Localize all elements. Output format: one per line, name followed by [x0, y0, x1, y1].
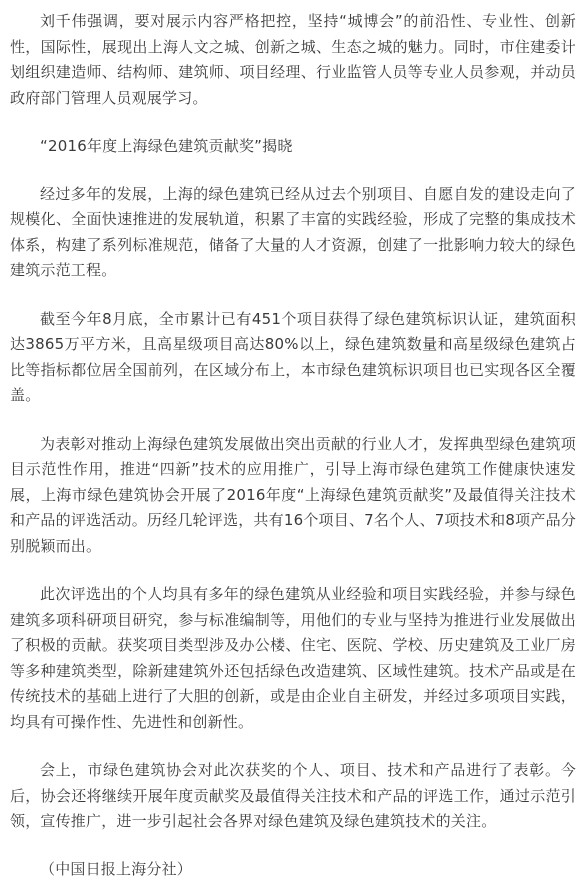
article-paragraph: 经过多年的发展，上海的绿色建筑已经从过去个别项目、自愿自发的建设走向了规模化、全面快速推进的发展轨道，积累了丰富的实践经验，形成了完整的集成技术体系，构建了系列标准规范，储备了大量的人才资源，创建了一批影响力较大的绿色建筑示范工程。 — [10, 182, 576, 284]
section-heading: “2016年度上海绿色建筑贡献奖”揭晓 — [10, 134, 576, 160]
article-paragraph: 会上，市绿色建筑协会对此次获奖的个人、项目、技术和产品进行了表彰。今后，协会还将继续开展年度贡献奖及最值得关注技术和产品的评选工作，通过示范引领，宣传推广，进一步引起社会各界对绿色建筑及绿色建筑技术的关注。 — [10, 758, 576, 835]
article-source: （中国日报上海分社） — [10, 857, 576, 882]
article-paragraph: 为表彰对推动上海绿色建筑发展做出突出贡献的行业人才，发挥典型绿色建筑项目示范性作用，推进“四新”技术的应用推广，引导上海市绿色建筑工作健康快速发展，上海市绿色建筑协会开展了2016年度“上海绿色建筑贡献奖”及最值得关注技术和产品的评选活动。历经几轮评选，共有16个项目、7名个人、7项技术和8项产品分别脱颖而出。 — [10, 432, 576, 560]
article-paragraph: 截至今年8月底，全市累计已有451个项目获得了绿色建筑标识认证，建筑面积达3865万平方米，且高星级项目高达80%以上，绿色建筑数量和高星级绿色建筑占比等指标都位居全国前列，在区域分布上，本市绿色建筑标识项目也已实现各区全覆盖。 — [10, 307, 576, 409]
article-paragraph: 刘千伟强调，要对展示内容严格把控，坚持“城博会”的前沿性、专业性、创新性，国际性，展现出上海人文之城、创新之城、生态之城的魅力。同时，市住建委计划组织建造师、结构师、建筑师、项目经理、行业监管人员等专业人员参观，并动员政府部门管理人员观展学习。 — [10, 9, 576, 111]
article-paragraph: 此次评选出的个人均具有多年的绿色建筑从业经验和项目实践经验，并参与绿色建筑多项科研项目研究，参与标准编制等，用他们的专业与坚持为推进行业发展做出了积极的贡献。获奖项目类型涉及办公楼、住宅、医院、学校、历史建筑及工业厂房等多种建筑类型，除新建建筑外还包括绿色改造建筑、区域性建筑。技术产品或是在传统技术的基础上进行了大胆的创新，或是由企业自主研发，并经过多项项目实践，均具有可操作性、先进性和创新性。 — [10, 582, 576, 735]
